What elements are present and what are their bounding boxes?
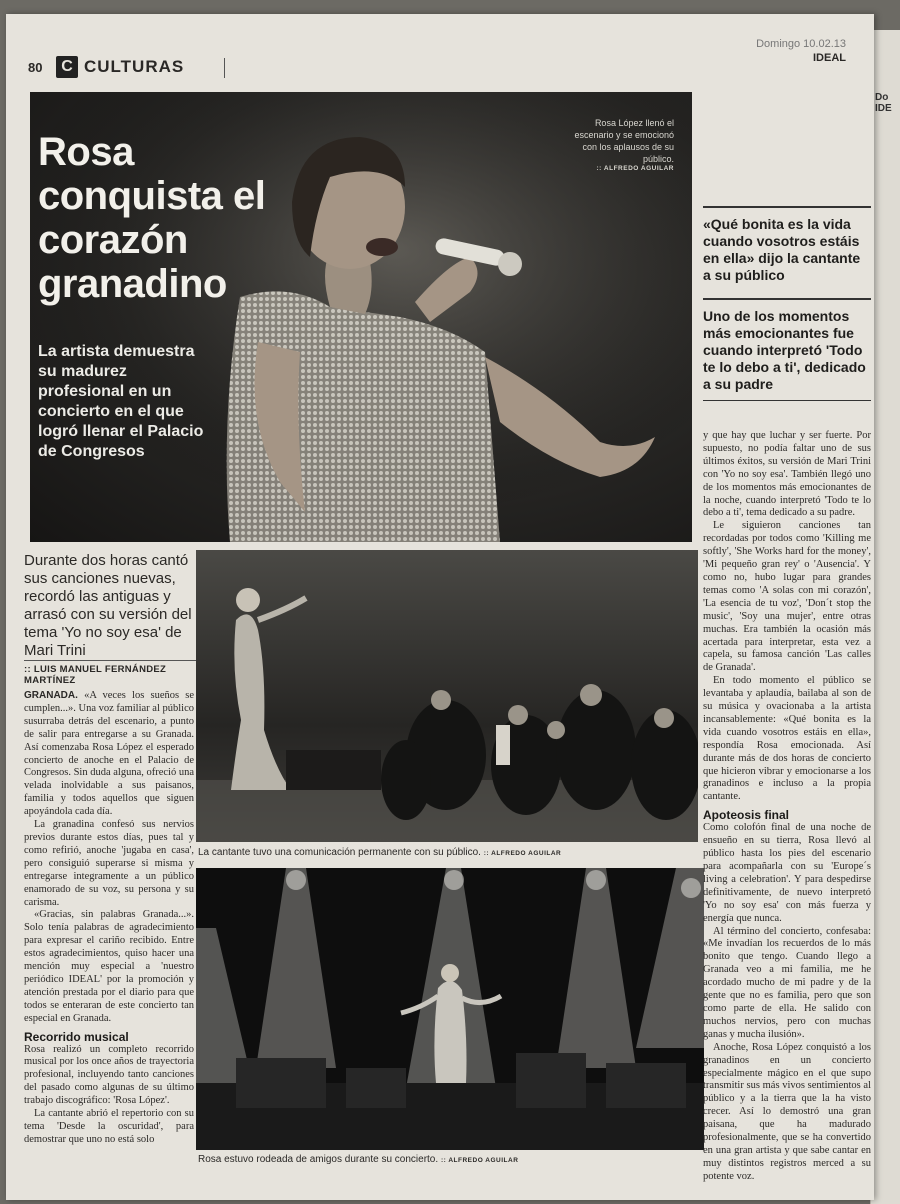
pull-quote: «Qué bonita es la vida cuando vosotros estáis en ella» dijo la cantante a su público xyxy=(703,216,861,283)
stage-photo-caption-text: La cantante tuvo una comunicación permanente con su público. xyxy=(198,847,481,858)
body-paragraph: En todo momento el público se levantaba y aplaudía, bailaba al son de su música y ovacionaba a la artista incansablemente: «Qué bonita es la vida cuando vosotros estáis en ella», respondía Rosa emocionada. Así durante más de dos horas de concierto que hicieron vibrar y emocionarse a los granadinos e incluso a la propia cantante. xyxy=(703,675,871,803)
main-photo-caption xyxy=(562,117,674,172)
body-paragraph: y que hay que luchar y ser fuerte. Por supuesto, no podía faltar uno de sus últimos éxitos, su versión de Mari Trini con 'Yo no soy esa'. También llegó uno de los momentos más emocionantes de la noche, cuando interpretó 'Todo te lo debo a ti', tema dedicado a su padre. xyxy=(703,430,871,519)
body-paragraph: Como colofón final de una noche de ensueño en su tierra, Rosa llevó al público hasta los pies del escenario para acompañarla con su 'Europe´s living a celebration'. Y para despedirse definitivamente, de nuevo interpretó 'Yo no soy esa' con más fuerza y energía que nunca. xyxy=(703,822,871,924)
body-paragraph: Al término del concierto, confesaba: «Me invadían los recuerdos de lo más bonito que tengo. Cuando llego a Granada veo a mi familia, me he acordado mucho de mi padre y de la gente que no es familia, pero que son como parte de ella. He salido con muchos nervios, pero con muchas ganas y mucha ilusión». xyxy=(703,925,871,1040)
issue-date: Domingo 10.02.13 xyxy=(756,38,846,50)
stage-photo xyxy=(196,550,698,842)
quote-rule-bottom xyxy=(703,400,871,401)
body-column-3 xyxy=(703,430,871,1184)
quote-rule-top xyxy=(703,206,871,208)
stage-photo-credit: :: ALFREDO AGUILAR xyxy=(483,850,562,857)
pull-quote-secondary: Uno de los momentos más emocionantes fue cuando interpretó 'Todo te lo debo a ti', dedicado a su padre xyxy=(703,308,866,392)
article-subtitle: La artista demuestra su madurez profesional en un concierto en el que logró llenar el Palacio de Congresos xyxy=(38,343,204,460)
stage-photo-illustration xyxy=(196,550,698,842)
body-paragraph: Le siguieron canciones tan recordadas por todos como 'Killing me softly', 'She Works hard for the money', 'Mi pequeño gran rey' o 'Ausencia'. Y como no, hubo lugar para grandes temas como 'A solas con mi corazón', 'La esencia de tu voz', 'Don´t stop the music', 'Soy una mujer', entre otras muchas. Era también la ocasión más acertada para interpretar, esta vez a capela, su famosa canción 'Las calles de Granada'. xyxy=(703,520,871,674)
header-divider xyxy=(224,58,225,78)
page-header xyxy=(28,38,848,82)
body-column-1 xyxy=(24,690,194,1147)
concert-lights-photo xyxy=(196,868,704,1150)
body-paragraph xyxy=(24,690,194,819)
main-photo-caption-text: Rosa López llenó el escenario y se emocionó con los aplausos de su público. xyxy=(574,118,674,164)
article-byline: :: LUIS MANUEL FERNÁNDEZ MARTÍNEZ xyxy=(24,664,167,686)
concert-photo-caption xyxy=(198,1154,518,1165)
article-title: Rosa conquista el corazón granadino xyxy=(38,130,266,306)
body-paragraph: Rosa realizó un completo recorrido musical por los once años de trayectoria profesional, incluyendo tanto canciones del pasado como algunas de su último trabajo discográfico: 'Rosa López'. xyxy=(24,1043,194,1107)
article-lead: Durante dos horas cantó sus canciones nuevas, recordó las antiguas y arrasó con su versión del tema 'Yo no soy esa' de Mari Trini xyxy=(24,552,192,659)
adjacent-page-header: Do IDE xyxy=(875,92,892,114)
section-title: CULTURAS xyxy=(84,57,185,76)
concert-photo-credit: :: ALFREDO AGUILAR xyxy=(440,1157,519,1164)
main-photo-credit: :: ALFREDO AGUILAR xyxy=(596,165,674,172)
body-paragraph: «Gracias, sin palabras Granada...». Solo tenía palabras de agradecimiento para expresar el cariño recibido. Entre estos agradecimientos, quiso hacer una mención muy especial a 'nuestro periódico IDEAL' por la promoción y atención prestada por el diario para que todos se enteraran de este concierto tan especial en Granada. xyxy=(24,909,194,1024)
newspaper-name: IDEAL xyxy=(813,52,846,64)
section-subheading: Apoteosis final xyxy=(703,808,790,823)
main-photo xyxy=(30,92,692,542)
stage-photo-caption xyxy=(198,847,561,858)
body-paragraph: La cantante abrió el repertorio con su tema 'Desde la oscuridad', para demostrar que uno no está solo xyxy=(24,1108,194,1145)
quote-rule-middle xyxy=(703,298,871,300)
dateline: GRANADA. xyxy=(24,690,78,701)
section-logo-icon: C xyxy=(56,56,78,78)
page-number: 80 xyxy=(28,60,43,75)
concert-lights-illustration xyxy=(196,868,704,1150)
adjacent-page-edge xyxy=(870,30,900,1204)
byline-rule xyxy=(24,660,196,661)
body-paragraph: La granadina confesó sus nervios previos durante estos días, pues tal y como refirió, anoche 'jugaba en casa', pero consiguió superarse si misma y entregarse integramente a un público enamorado de su voz, su persona y su carisma. xyxy=(24,819,194,908)
paragraph-text: «A veces los sueños se cumplen...». Una voz familiar al público susurraba detrás del escenario, a punto de salir para entregarse a su Granada. Así comenzaba Rosa López el esperado concierto de anoche en el Palacio de Congresos. Sin duda alguna, ofreció una velada inolvidable a sus paisanos, familia y todos aquellos que siguen apoyándola cada día. xyxy=(24,690,195,818)
concert-photo-caption-text: Rosa estuvo rodeada de amigos durante su concierto. xyxy=(198,1154,439,1165)
body-paragraph: Anoche, Rosa López conquistó a los granadinos en un concierto especialmente mágico en el que supo transmitir sus más vivos sentimientos al público y a la tierra que la ha visto crecer. Así lo demostró una gran paisana, que ha madurado profesionalmente, que se ha convertido en una gran artista y que sabe cantar en muy distintos registros merced a su potente voz. xyxy=(703,1041,871,1182)
section-subheading: Recorrido musical xyxy=(24,1029,129,1044)
